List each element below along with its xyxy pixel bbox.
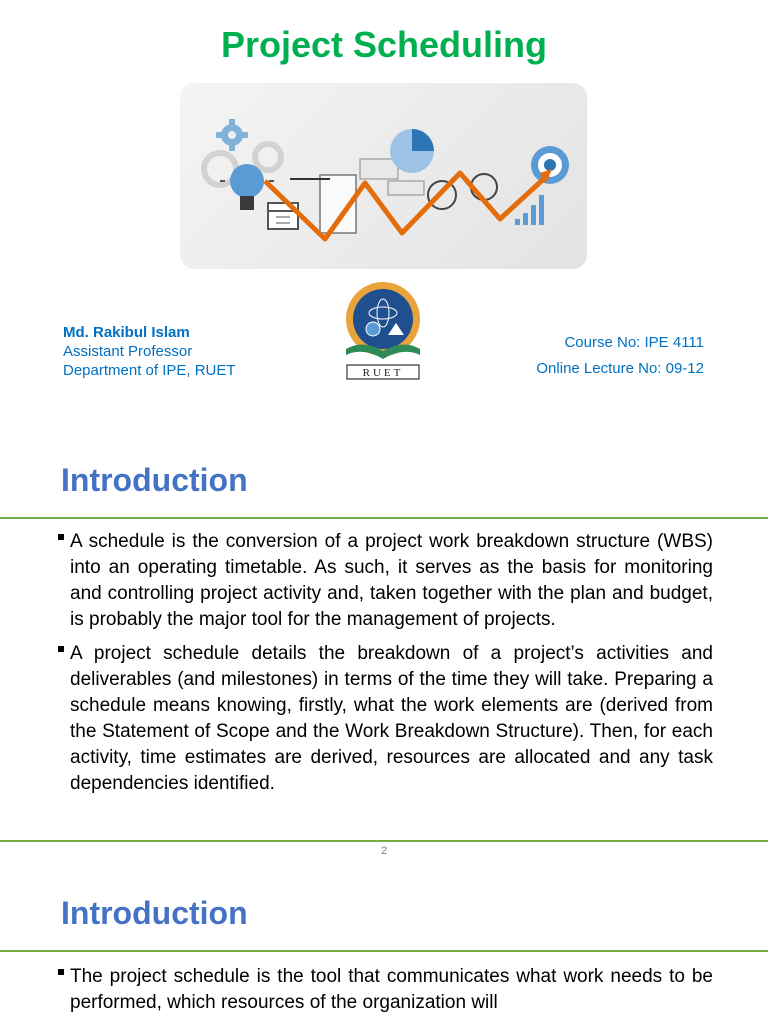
author-name: Md. Rakibul Islam xyxy=(63,324,190,341)
lecture-number: Online Lecture No: 09-12 xyxy=(536,360,704,377)
author-position: Assistant Professor xyxy=(63,343,193,360)
slide3-divider xyxy=(0,950,768,952)
slide3-heading: Introduction xyxy=(61,895,248,931)
page-number: 2 xyxy=(380,845,388,857)
bullet-item xyxy=(58,964,713,1016)
document-icon xyxy=(290,175,356,233)
pie-chart-icon xyxy=(390,129,434,173)
author-department: Department of IPE, RUET xyxy=(63,362,236,379)
bullet-marker xyxy=(58,646,64,652)
slide2-heading: Introduction xyxy=(61,462,248,498)
logo-caption: RUET xyxy=(362,367,404,379)
bullet-item xyxy=(58,529,713,633)
slide-separator xyxy=(0,840,768,842)
page-title: Project Scheduling xyxy=(220,24,548,65)
target-icon xyxy=(531,146,569,184)
course-number: Course No: IPE 4111 xyxy=(564,334,704,351)
author-block xyxy=(63,323,236,380)
slide2-divider xyxy=(0,517,768,519)
bullet-item xyxy=(58,641,713,797)
course-info xyxy=(536,330,704,382)
bullet-marker xyxy=(58,534,64,540)
bullet-text: A project schedule details the breakdown of a project’s activities and deliverables (and milestones) in terms of the time they will take. Preparing a schedule means knowing, firstly, what the work elements are (derived from the Statement of Scope and the Work Breakdown Structure). Then, for each activity, time estimates are derived, resources are allocated and any task dependencies identified. xyxy=(70,643,713,794)
bullet-text: The project schedule is the tool that communicates what work needs to be performed, which resources of the organization will xyxy=(70,966,713,1013)
bullet-marker xyxy=(58,969,64,975)
university-logo xyxy=(338,279,428,385)
slide3-bullet-list xyxy=(58,964,713,1024)
bullet-text: A schedule is the conversion of a project work breakdown structure (WBS) into an operating timetable. As such, it serves as the basis for monitoring and controlling project activity and, taken together with the plan and budget, is probably the major tool for the management of projects. xyxy=(70,531,713,630)
scheduling-illustration xyxy=(180,83,587,269)
gear-icon xyxy=(216,119,248,151)
slide2-bullet-list xyxy=(58,529,713,805)
